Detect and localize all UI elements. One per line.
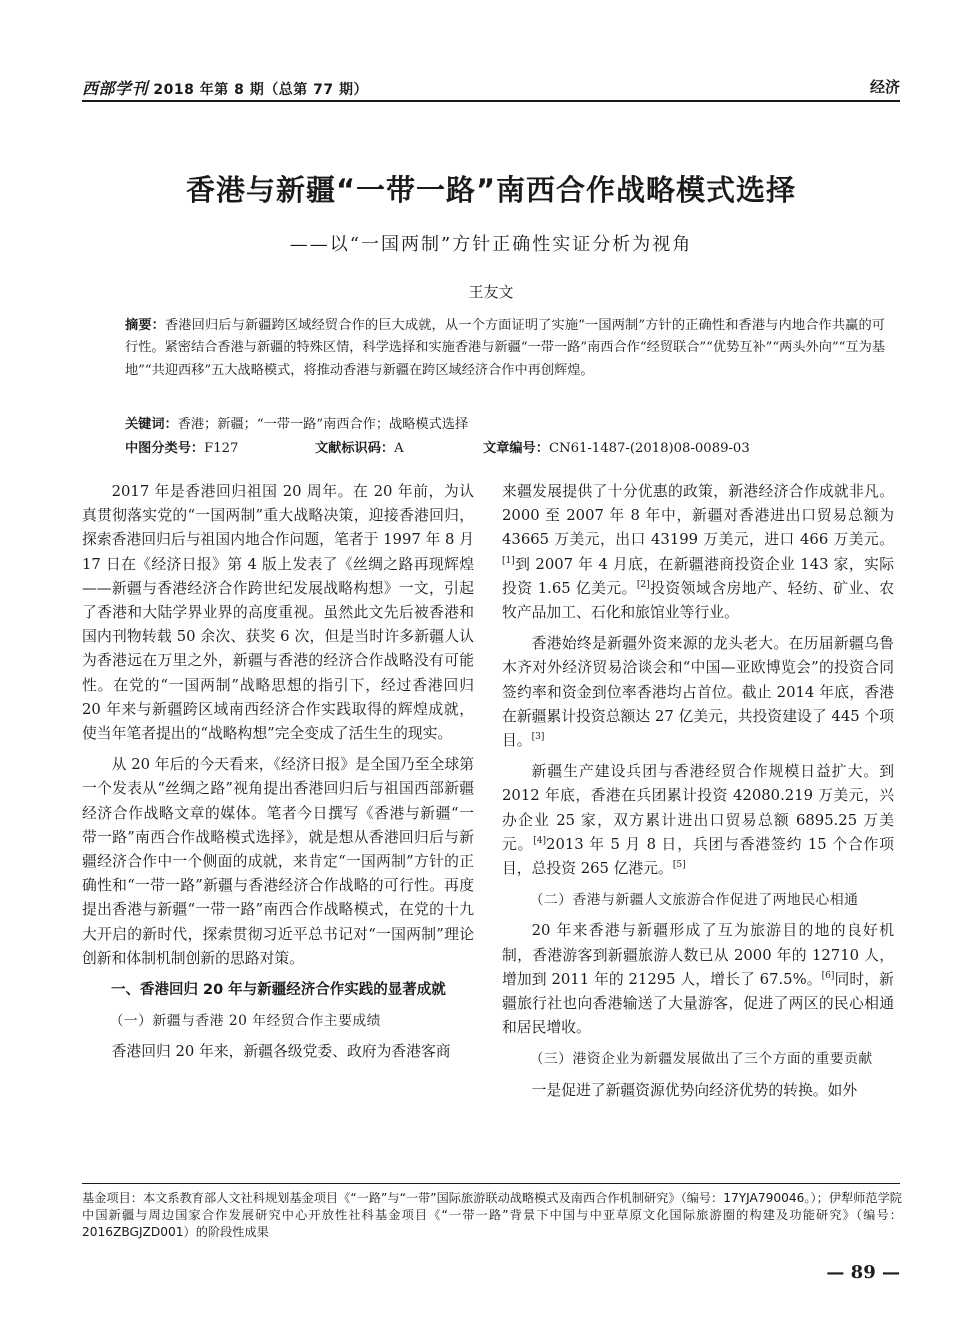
- body-column-right: [502, 480, 894, 1110]
- abstract-text: 香港回归后与新疆跨区域经贸合作的巨大成就，从一个方面证明了实施“一国两制”方针的正确性和香港与内地合作共赢的可行性。紧密结合香港与新疆的特殊区情，科学选择和实施香港与新疆“一带一路”南西合作“经贸联合”“优势互补”“两头外向”“互为基地”“共迎西移”五大战略模式，将推动香港与新疆在跨区域经济合作中再创辉煌。: [125, 318, 885, 378]
- keywords-label: 关键词：: [125, 417, 178, 432]
- citation: [5]: [672, 860, 686, 871]
- article-title: 香港与新疆“一带一路”南西合作战略模式选择: [185, 173, 797, 207]
- journal-logo: 西部学刊: [82, 79, 149, 98]
- citation: [1]: [502, 555, 515, 566]
- paragraph: 香港回归 20 年来，新疆各级党委、政府为香港客商: [111, 1043, 451, 1061]
- paragraph: 新疆生产建设兵团与香港经贸合作规模日益扩大。到 2012 年底，香港在兵团累计投资 42080.219 万美元，兴办企业 25 家，双方累计进出口贸易总额 6895.25 万美元。[4]2013 年 5 月 8 日，兵团与香港签约 15 个合作项目，总投资 265 亿港元。[5]: [502, 763, 894, 878]
- paragraph: 一是促进了新疆资源优势向经济优势的转换。如外: [531, 1081, 858, 1099]
- citation: [4]: [533, 835, 547, 846]
- journal-header: [82, 76, 368, 99]
- paragraph: 香港始终是新疆外资来源的龙头老大。在历届新疆乌鲁木齐对外经济贸易洽谈会和“中国—亚欧博览会”的投资合同签约率和资金到位率香港均占首位。截止 2014 年底，香港在新疆累计投资总额达 27 亿美元，共投资建设了 445 个项目。[3]: [502, 635, 894, 750]
- article-subtitle: ——以“一国两制”方针正确性实证分析为视角: [289, 234, 693, 255]
- subsection-heading: （一）新疆与香港 20 年经贸合作主要成绩: [109, 1013, 381, 1030]
- issue-info: 2018 年第 8 期（总第 77 期）: [153, 82, 368, 98]
- article-author: 王友文: [468, 283, 514, 301]
- subsection-heading: （二）香港与新疆人文旅游合作促进了两地民心相通: [529, 892, 859, 909]
- section-heading: 一、香港回归 20 年与新疆经济合作实践的显著成就: [111, 982, 446, 999]
- section-name: 经济: [869, 78, 900, 96]
- page-number: — 89 —: [826, 1262, 900, 1283]
- abstract: [125, 315, 885, 382]
- paragraph: 从 20 年后的今天看来，《经济日报》是全国乃至全球第一个发表从“丝绸之路”视角提出香港回归后与祖国西部新疆经济合作战略文章的媒体。笔者今日撰写《香港与新疆“一带一路”南西合作战略模式选择》，就是想从香港回归后与新疆经济合作中一个侧面的成就，来肯定“一国两制”方针的正确性和“一带一路”新疆与香港经济合作战略的可行性。再度提出香港与新疆“一带一路”南西合作战略模式，在党的十九大开启的新时代，探索贯彻习近平总书记对“一国两制”理论创新和体制机制创新的思路对策。: [82, 756, 474, 967]
- citation: [3]: [531, 732, 545, 743]
- keywords: [125, 413, 468, 432]
- keywords-text: 香港；新疆；“一带一路”南西合作；战略模式选择: [177, 417, 469, 432]
- body-column-left: [82, 480, 474, 1072]
- header-divider: [82, 100, 900, 102]
- funding-footnote: 基金项目：本文系教育部人文社科规划基金项目《“一路”与“一带”国际旅游联动战略模式及南西合作机制研究》（编号：17YJA790046。）；伊犁师范学院中国新疆与周边国家合作发展研究中心开放性社科基金项目《“一带一路”背景下中国与中亚草原文化国际旅游圈的构建及功能研究》（编号：2016ZBGJZD001）的阶段性成果: [82, 1191, 902, 1239]
- paragraph: 2017 年是香港回归祖国 20 周年。在 20 年前，为认真贯彻落实党的“一国两制”重大战略决策，迎接香港回归，探索香港回归后与祖国内地合作问题，笔者于 1997 年 8 月 17 日在《经济日报》第 4 版上发表了《丝绸之路再现辉煌——新疆与香港经济合作跨世纪发展战略构想》一文，引起了香港和大陆学界业界的高度重视。虽然此文先后被香港和国内刊物转载 50 余次、获奖 6 次，但是当时许多新疆人认为香港远在万里之外，新疆与香港的经济合作战略没有可能性。在党的“一国两制”战略思想的指引下，经过香港回归 20 年来与新疆跨区域南西经济合作实践取得的辉煌成就，使当年笔者提出的“战略构想”完全变成了活生生的现实。: [82, 483, 474, 743]
- paragraph: 20 年来香港与新疆形成了互为旅游目的地的良好机制，香港游客到新疆旅游人数已从 2000 年的 12710 人，增加到 2011 年的 21295 人，增长了 67.5%。[6]同时，新疆旅行社也向香港输送了大量游客，促进了两区的民心相通和居民增收。: [502, 922, 894, 1037]
- abstract-label: 摘要：: [125, 318, 165, 333]
- article-number: 文章编号：CN61-1487-(2018)08-0089-03: [483, 441, 750, 456]
- clc-code: 中图分类号：F127: [125, 441, 239, 456]
- subsection-heading: （三）港资企业为新疆发展做出了三个方面的重要贡献: [529, 1051, 873, 1068]
- citation: [2]: [636, 579, 650, 590]
- paragraph: 来疆发展提供了十分优惠的政策，新港经济合作成就非凡。2000 至 2007 年 8 年中，新疆对香港进出口贸易总额为 43665 万美元，出口 43199 万美元，进口 466 万美元。[1]到 2007 年 4 月底，在新疆港商投资企业 143 家，实际投资 1.65 亿美元。[2]投资领域含房地产、轻纺、矿业、农牧产品加工、石化和旅馆业等行业。: [502, 483, 894, 622]
- footnote-divider: [82, 1183, 900, 1184]
- document-code: 文献标识码：A: [315, 441, 404, 456]
- citation: [6]: [821, 970, 835, 981]
